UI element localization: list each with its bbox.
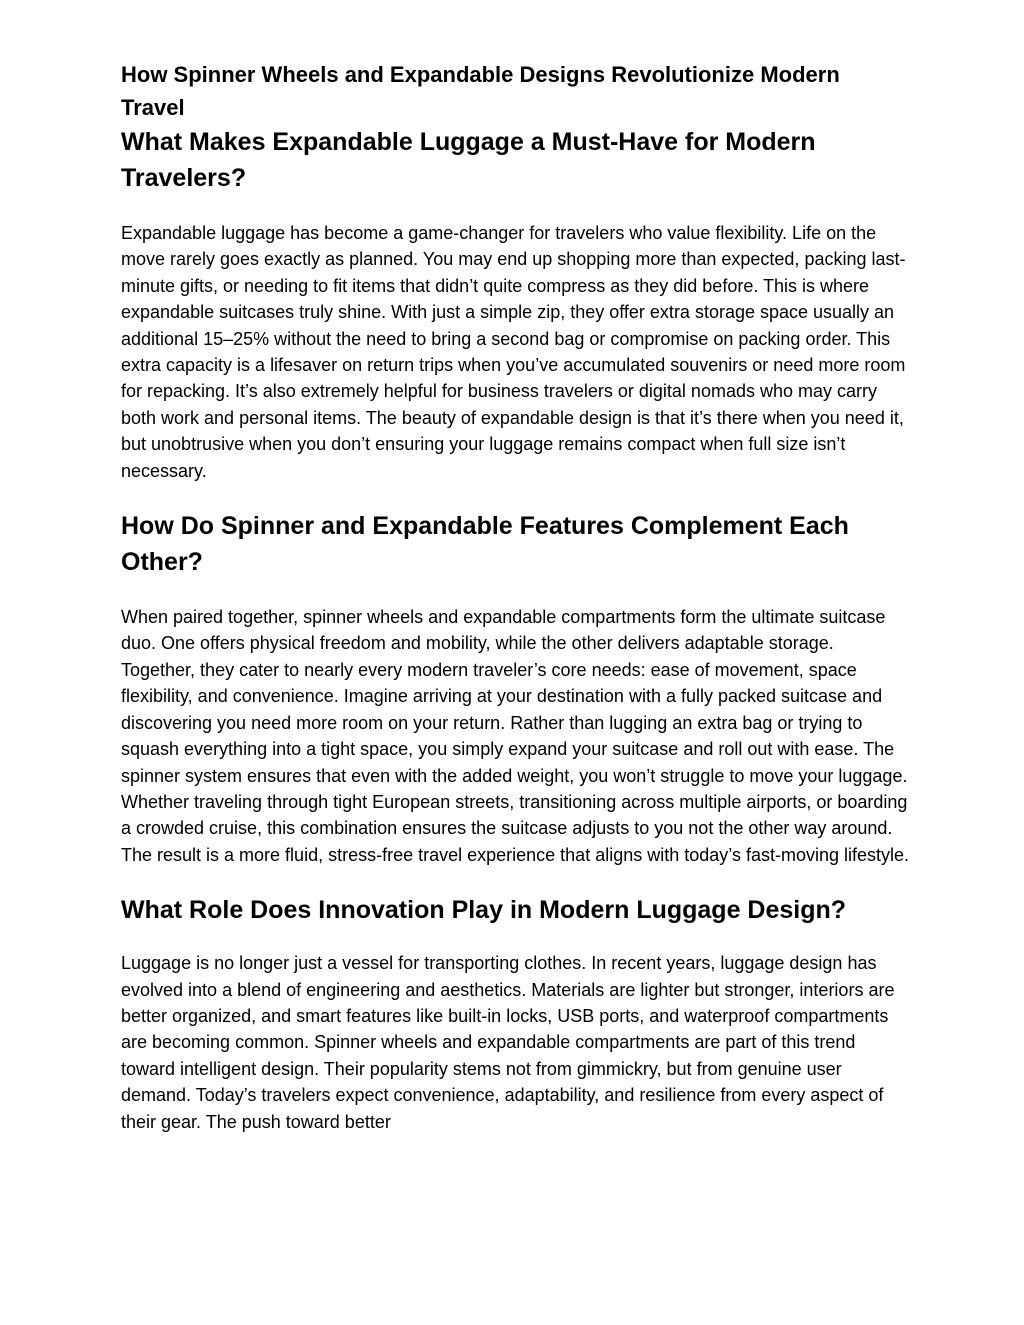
section-paragraph-expandable-luggage: Expandable luggage has become a game-changer for travelers who value flexibility. Life on the move rarely goes exactly as planned. You may end up shopping more than expected, packing last-minute gifts, or needing to fit items that didn’t quite compress as they did before. This is where expandable suitcases truly shine. With just a simple zip, they offer extra storage space usually an additional 15–25% without the need to bring a second bag or compromise on packing order. This extra capacity is a lifesaver on return trips when you’ve accumulated souvenirs or need more room for repacking. It’s also extremely helpful for business travelers or digital nomads who may carry both work and personal items. The beauty of expandable design is that it’s there when you need it, but unobtrusive when you don’t ensuring your luggage remains compact when full size isn’t necessary. (121, 223, 906, 481)
document-title: How Spinner Wheels and Expandable Designs Revolutionize Modern Travel (121, 62, 840, 120)
section-heading-expandable-luggage: What Makes Expandable Luggage a Must-Have for Modern Travelers? (121, 128, 816, 192)
document-page (121, 58, 911, 1135)
section-heading-spinner-expandable: How Do Spinner and Expandable Features Complement Each Other? (121, 512, 849, 577)
section-paragraph-spinner-expandable: When paired together, spinner wheels and expandable compartments form the ultimate suitcase duo. One offers physical freedom and mobility, while the other delivers adaptable storage. Together, they cater to nearly every modern traveler’s core needs: ease of movement, space flexibility, and convenience. Imagine arriving at your destination with a fully packed suitcase and discovering you need more room on your return. Rather than lugging an extra bag or trying to squash everything into a tight space, you simply expand your suitcase and roll out with ease. The spinner system ensures that even with the added weight, you won’t struggle to move your luggage. Whether traveling through tight European streets, transitioning across multiple airports, or boarding a crowded cruise, this combination ensures the suitcase adjusts to you not the other way around. The result is a more fluid, stress-free travel experience that aligns with today’s fast-moving lifestyle. (121, 607, 910, 865)
section-heading-innovation: What Role Does Innovation Play in Modern Luggage Design? (121, 896, 847, 925)
section-paragraph-innovation: Luggage is no longer just a vessel for transporting clothes. In recent years, luggage design has evolved into a blend of engineering and aesthetics. Materials are lighter but stronger, interiors are better organized, and smart features like built-in locks, USB ports, and waterproof compartments are becoming common. Spinner wheels and expandable compartments are part of this trend toward intelligent design. Their popularity stems not from gimmickry, but from genuine user demand. Today’s travelers expect convenience, adaptability, and resilience from every aspect of their gear. The push toward better (121, 953, 895, 1132)
